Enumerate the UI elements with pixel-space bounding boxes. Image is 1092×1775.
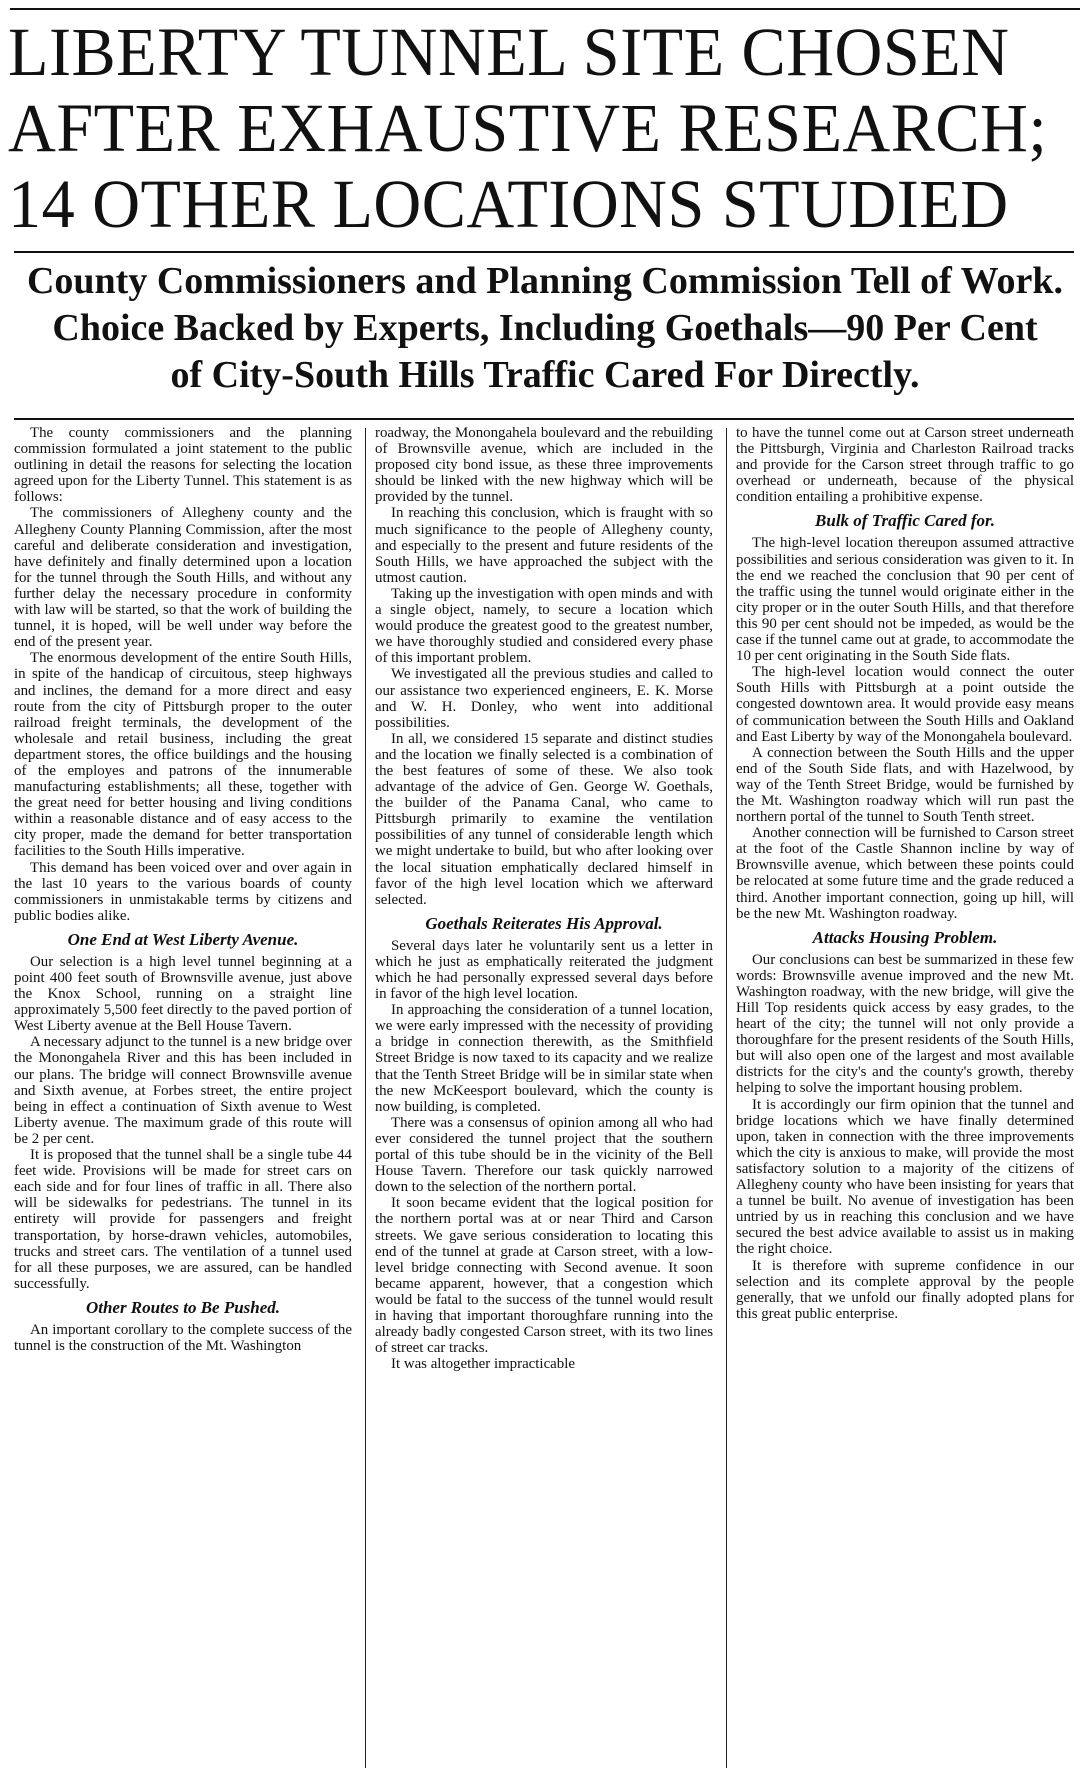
article-paragraph: It is therefore with supreme confidence in our selection and its complete approval by the people generally, that we unfold our finally adopted plans for this great public enterprise.	[736, 1257, 1074, 1322]
article-paragraph: roadway, the Monongahela boulevard and the rebuilding of Brownsville avenue, which are included in the proposed city bond issue, as these three improvements should be linked with the new highway which will be provided by the tunnel.	[375, 425, 713, 506]
headline-line-1: LIBERTY TUNNEL SITE CHOSEN	[8, 14, 1010, 90]
article-paragraph: There was a consensus of opinion among all who had ever considered the tunnel project that the southern portal of this tube should be in the vicinity of the Bell House Tavern. Therefore our task quickly narrowed down to the selection of the northern portal.	[375, 1114, 713, 1196]
article-paragraph: Taking up the investigation with open minds and with a single object, namely, to secure a location which would produce the greatest good to the greatest number, we have thoroughly studied and considered every phase of this important problem.	[375, 585, 713, 667]
deck-line-1: County Commissioners and Planning Commission Tell of Work.	[26, 260, 1064, 302]
headline-rule	[14, 251, 1074, 253]
article-paragraph: The high-level location would connect the outer South Hills with Pittsburgh at a point outside the congested downtown area. It would provide easy means of communication between the South Hills and Oakland and East Liberty by way of the Monongahela boulevard.	[736, 664, 1074, 745]
section-subhead: One End at West Liberty Avenue.	[67, 929, 299, 949]
headline	[8, 14, 1048, 242]
article-column-2	[375, 425, 713, 1770]
subheadline-deck	[10, 258, 1080, 399]
article-column-1	[14, 425, 352, 1770]
article-paragraph: to have the tunnel come out at Carson street underneath the Pittsburgh, Virginia and Charleston Railroad tracks and provide for the Carson street through traffic to go overhead or underneath, because of the physical condition entailing a prohibitive expense.	[736, 425, 1074, 506]
article-paragraph: Several days later he voluntarily sent us a letter in which he just as emphatically reiterated the judgment which he had personally expressed several days before in favor of the high level location.	[375, 937, 713, 1003]
article-paragraph: Our conclusions can best be summarized in these few words: Brownsville avenue improved and the new Mt. Washington roadway, with the new bridge, will give the Hill Top residents quick access by easy grades, to the heart of the city; the tunnel will not only provide a thoroughfare for the present residents of the South Hills, but will also open one of the largest and most available districts for the city's and the county's growth, thereby helping to solve the important housing problem.	[736, 951, 1074, 1097]
article-paragraph: A connection between the South Hills and the upper end of the South Side flats, and with Hazelwood, by way of the Tenth Street Bridge, would be furnished by the Mt. Washington roadway which will run past the northern portal of the tunnel to South Tenth street.	[736, 744, 1074, 826]
article-paragraph: A necessary adjunct to the tunnel is a new bridge over the Monongahela River and this has been included in our plans. The bridge will connect Brownsville avenue and Sixth avenue, at Forbes street, the entire project being in effect a continuation of Sixth avenue to West Liberty avenue. The maximum grade of this route will be 2 per cent.	[14, 1034, 352, 1147]
article-paragraph: It soon became evident that the logical position for the northern portal was at or near Third and Carson streets. We gave serious consideration to locating this end of the tunnel at grade at Carson street, with a low-level bridge connecting with Second avenue. It soon became apparent, however, that a congestion which would be fatal to the success of the tunnel would result in having that important thoroughfare running into the already badly congested Carson street, with its two lines of street car tracks.	[375, 1195, 713, 1357]
top-rule	[10, 8, 1080, 10]
article-paragraph: In all, we considered 15 separate and distinct studies and the location we finally selected is a combination of the best features of some of these. We also took advantage of the advice of Gen. George W. Goethals, the builder of the Panama Canal, who came to Pittsburgh primarily to examine the ventilation possibilities of any tunnel of considerable length which we might undertake to build, but who after looking over the local situation emphatically declared himself in favor of the high level location which we afterward selected.	[375, 730, 713, 908]
article-paragraph: An important corollary to the complete success of the tunnel is the construction of the Mt. Washington	[14, 1321, 352, 1354]
article-paragraph: In reaching this conclusion, which is fraught with so much significance to the people of Allegheny county, and especially to the present and future residents of the South Hills, we have approached the subject with the utmost caution.	[375, 505, 713, 586]
section-subhead: Attacks Housing Problem.	[812, 927, 998, 947]
deck-line-3: of City-South Hills Traffic Cared For Directly.	[170, 354, 920, 396]
article-paragraph: In approaching the consideration of a tunnel location, we were early impressed with the necessity of providing a bridge in connection therewith, as the Smithfield Street Bridge is now taxed to its capacity and we realize that the Tenth Street Bridge will be in similar state when the new McKeesport boulevard, which the county is now building, is completed.	[375, 1002, 713, 1115]
section-subhead: Bulk of Traffic Cared for.	[815, 511, 995, 531]
section-subhead: Other Routes to Be Pushed.	[85, 1297, 281, 1317]
column-divider-2	[726, 428, 727, 1768]
article-paragraph: This demand has been voiced over and over again in the last 10 years to the various boards of county commissioners in unmistakable terms by citizens and public bodies alike.	[14, 859, 352, 924]
section-subhead: Goethals Reiterates His Approval.	[425, 913, 663, 933]
article-paragraph: The enormous development of the entire South Hills, in spite of the handicap of circuitous, steep highways and inclines, the demand for a more direct and easy route from the city of Pittsburgh proper to the outer railroad freight terminals, the development of the wholesale and retail business, including the great department stores, the office buildings and the housing of the employes and patrons of the innumerable manufacturing establishments; all these, together with the great need for better housing and living conditions within a reasonable distance and of easy access to the city proper, made the demand for better transportation facilities to the South Hills imperative.	[14, 650, 352, 860]
article-paragraph: It was altogether impracticable	[391, 1356, 575, 1373]
headline-line-3: 14 OTHER LOCATIONS STUDIED	[8, 166, 1009, 242]
deck-line-2: Choice Backed by Experts, Including Goethals—90 Per Cent	[52, 307, 1038, 349]
article-paragraph: The county commissioners and the planning commission formulated a joint statement to the public outlining in detail the reasons for selecting the location agreed upon for the Liberty Tunnel. This statement is as follows:	[14, 425, 352, 506]
article-paragraph: We investigated all the previous studies and called to our assistance two experienced engineers, E. K. Morse and W. H. Donley, who went into additional possibilities.	[375, 666, 713, 731]
headline-line-2: AFTER EXHAUSTIVE RESEARCH;	[8, 90, 1048, 166]
article-column-3	[736, 425, 1074, 1770]
article-paragraph: The commissioners of Allegheny county and the Allegheny County Planning Commission, after the most careful and deliberate consideration and investigation, have definitely and finally determined upon a location for the tunnel through the South Hills, and without any further delay the necessary procedure in conformity with law will be started, so that the work of building the tunnel, it is hoped, will be well under way before the end of the present year.	[14, 505, 352, 651]
article-paragraph: It is accordingly our firm opinion that the tunnel and bridge locations which we have finally determined upon, taken in connection with the three improvements which the city is anxious to make, will provide the most satisfactory solution to a majority of the citizens of Allegheny county who have been insisting for years that a tunnel be built. No avenue of investigation has been untried by us in reaching this conclusion and we have secured the best advice available to assist us in making the right choice.	[736, 1096, 1074, 1258]
article-paragraph: Our selection is a high level tunnel beginning at a point 400 feet south of Brownsville avenue, just above the Knox School, running on a straight line approximately 5,500 feet directly to the paved portion of West Liberty avenue at the Bell House Tavern.	[14, 953, 352, 1035]
article-paragraph: Another connection will be furnished to Carson street at the foot of the Castle Shannon incline by way of Brownsville avenue, which between these points could be relocated at some future time and the grade reduced a third. Another important connection, going up hill, will be the new Mt. Washington roadway.	[736, 825, 1074, 922]
column-divider-1	[365, 428, 366, 1768]
article-paragraph: The high-level location thereupon assumed attractive possibilities and serious consideration was given to it. In the end we reached the conclusion that 90 per cent of the traffic using the tunnel would originate either in the city proper or in the outer South Hills, and that therefore this 90 per cent should not be impeded, as would be the case if the tunnel came out at grade, to accommodate the 10 per cent originating in the South Side flats.	[736, 535, 1074, 665]
deck-rule	[14, 418, 1074, 420]
article-paragraph: It is proposed that the tunnel shall be a single tube 44 feet wide. Provisions will be made for street cars on each side and for four lines of traffic in all. There also will be sidewalks for pedestrians. The tunnel in its entirety will provide for passengers and freight transportation, by horse-drawn vehicles, automobiles, trucks and street cars. The ventilation of a tunnel used for all these purposes, we are assured, can be handled successfully.	[14, 1147, 352, 1292]
